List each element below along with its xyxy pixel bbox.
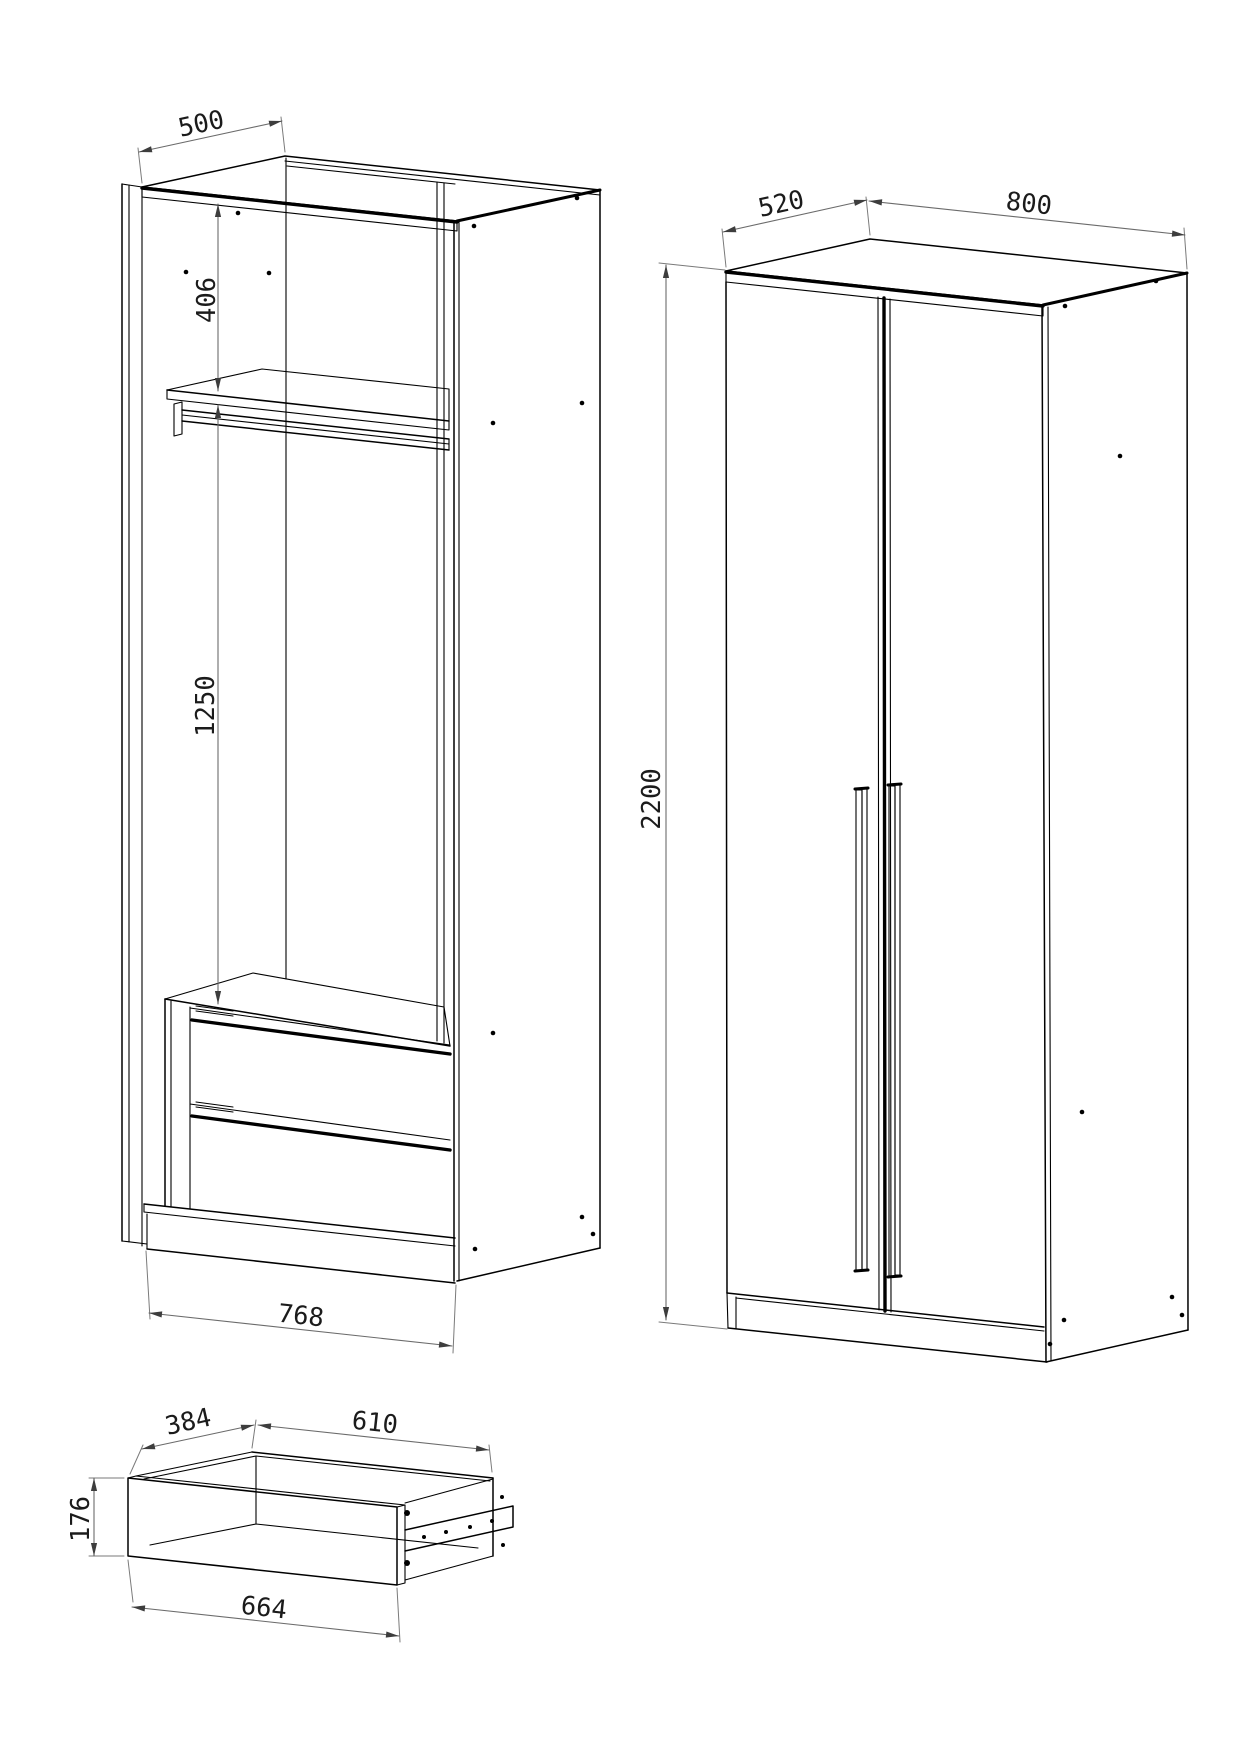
dimension-height <box>637 263 727 1329</box>
top-panel <box>726 239 1187 316</box>
left-door-edge <box>878 297 879 1310</box>
drawer-front-upper <box>190 1006 450 1054</box>
top-panel <box>142 156 600 231</box>
dimension-upper-section-height <box>192 204 222 391</box>
right-side-panel <box>1042 273 1188 1362</box>
dim-label-depth: 520 <box>755 184 807 224</box>
dim-label-inner-width: 768 <box>276 1298 326 1334</box>
shelf <box>167 369 449 430</box>
dimension-inner-width <box>258 1406 492 1472</box>
dim-label-inner-depth: 384 <box>162 1402 215 1442</box>
plinth <box>144 1204 455 1283</box>
screw-dots <box>404 1495 505 1566</box>
drawer-slide-rail <box>405 1506 513 1551</box>
door-center-gap <box>884 298 885 1311</box>
right-door-edge <box>890 299 891 1312</box>
left-side-panel <box>122 184 147 1246</box>
drawer-unit <box>165 973 450 1209</box>
rod-bracket <box>174 402 182 436</box>
dimension-inner-depth <box>130 1403 256 1474</box>
dim-label-hanging-section: 1250 <box>191 675 221 737</box>
side-panel-top-edge <box>405 1479 493 1503</box>
doors <box>726 282 1044 1327</box>
dimension-height <box>66 1478 124 1556</box>
drawer-detail-view <box>66 1403 513 1642</box>
door-handle-left <box>855 788 868 1271</box>
dim-label-width: 800 <box>1004 186 1054 222</box>
drawer-front-panel <box>128 1476 405 1585</box>
plinth <box>727 1293 1047 1362</box>
door-handle-right <box>888 784 901 1277</box>
back-panel <box>286 158 455 1043</box>
dim-label-height: 176 <box>66 1495 96 1543</box>
screw-dots <box>1048 279 1185 1347</box>
dim-label-front-width: 664 <box>239 1590 289 1626</box>
drawer-front-lower <box>190 1102 450 1150</box>
wardrobe-front-view <box>637 185 1188 1362</box>
right-side-panel <box>454 190 600 1281</box>
dimension-hanging-section-height <box>191 405 221 1004</box>
dim-label-height: 2200 <box>637 768 667 830</box>
dim-label-upper-section: 406 <box>192 276 222 324</box>
dim-label-inner-width: 610 <box>350 1405 400 1441</box>
wardrobe-interior-view <box>122 105 600 1353</box>
screw-dots <box>184 196 596 1252</box>
dim-label-top-depth: 500 <box>175 104 227 144</box>
